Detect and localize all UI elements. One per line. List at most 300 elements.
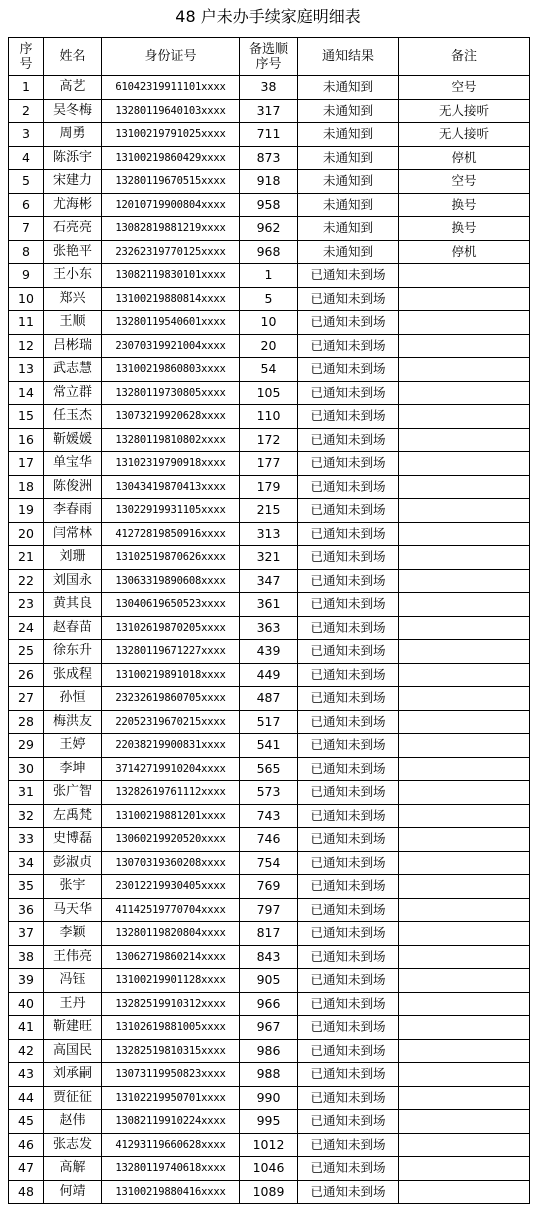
- cell-seq: 3: [9, 123, 44, 147]
- cell-name: 徐东升: [44, 640, 102, 664]
- cell-name: 闫常林: [44, 522, 102, 546]
- cell-result: 已通知未到场: [298, 1086, 399, 1110]
- table-row: [9, 358, 530, 382]
- cell-name: 常立群: [44, 381, 102, 405]
- cell-name: 张成程: [44, 663, 102, 687]
- cell-seq: 28: [9, 710, 44, 734]
- table-row: [9, 217, 530, 241]
- cell-id: 13022919931105xxxx: [102, 499, 240, 523]
- cell-seq: 10: [9, 287, 44, 311]
- cell-result: 已通知未到场: [298, 875, 399, 899]
- cell-id: 13280119730805xxxx: [102, 381, 240, 405]
- cell-remark: [399, 804, 530, 828]
- cell-order: 873: [240, 146, 298, 170]
- cell-id: 23070319921004xxxx: [102, 334, 240, 358]
- cell-result: 已通知未到场: [298, 1110, 399, 1134]
- cell-result: 已通知未到场: [298, 522, 399, 546]
- cell-id: 13102219950701xxxx: [102, 1086, 240, 1110]
- cell-order: 843: [240, 945, 298, 969]
- cell-name: 陈泺宇: [44, 146, 102, 170]
- cell-result: 已通知未到场: [298, 1180, 399, 1204]
- cell-id: 13280119540601xxxx: [102, 311, 240, 335]
- cell-seq: 37: [9, 922, 44, 946]
- cell-seq: 7: [9, 217, 44, 241]
- cell-order: 363: [240, 616, 298, 640]
- cell-order: 172: [240, 428, 298, 452]
- cell-order: 905: [240, 969, 298, 993]
- cell-result: 未通知到: [298, 217, 399, 241]
- cell-name: 李颖: [44, 922, 102, 946]
- table-row: [9, 287, 530, 311]
- table-row: [9, 640, 530, 664]
- cell-id: 13060219920520xxxx: [102, 828, 240, 852]
- cell-remark: [399, 287, 530, 311]
- cell-name: 张广智: [44, 781, 102, 805]
- cell-seq: 46: [9, 1133, 44, 1157]
- cell-id: 13100219901128xxxx: [102, 969, 240, 993]
- cell-result: 已通知未到场: [298, 945, 399, 969]
- cell-id: 13280119671227xxxx: [102, 640, 240, 664]
- cell-id: 13280119740618xxxx: [102, 1157, 240, 1181]
- cell-result: 未通知到: [298, 170, 399, 194]
- cell-order: 313: [240, 522, 298, 546]
- cell-seq: 27: [9, 687, 44, 711]
- cell-id: 13100219880814xxxx: [102, 287, 240, 311]
- cell-seq: 17: [9, 452, 44, 476]
- table-row: [9, 546, 530, 570]
- cell-seq: 1: [9, 76, 44, 100]
- cell-id: 13102619870205xxxx: [102, 616, 240, 640]
- cell-seq: 24: [9, 616, 44, 640]
- cell-result: 已通知未到场: [298, 1157, 399, 1181]
- cell-order: 918: [240, 170, 298, 194]
- cell-name: 王顺: [44, 311, 102, 335]
- table-row: [9, 76, 530, 100]
- cell-seq: 42: [9, 1039, 44, 1063]
- cell-result: 已通知未到场: [298, 1039, 399, 1063]
- cell-name: 单宝华: [44, 452, 102, 476]
- cell-result: 已通知未到场: [298, 381, 399, 405]
- cell-remark: [399, 663, 530, 687]
- cell-seq: 36: [9, 898, 44, 922]
- table-row: [9, 452, 530, 476]
- table-row: [9, 381, 530, 405]
- cell-remark: [399, 828, 530, 852]
- cell-name: 吕彬瑞: [44, 334, 102, 358]
- cell-name: 李春雨: [44, 499, 102, 523]
- table-row: [9, 804, 530, 828]
- header-id: 身份证号: [102, 38, 240, 76]
- table-header: [9, 38, 530, 76]
- header-row: [9, 38, 530, 76]
- cell-result: 已通知未到场: [298, 781, 399, 805]
- cell-remark: [399, 851, 530, 875]
- cell-order: 817: [240, 922, 298, 946]
- cell-id: 41293119660628xxxx: [102, 1133, 240, 1157]
- cell-order: 449: [240, 663, 298, 687]
- table-row: [9, 710, 530, 734]
- cell-seq: 31: [9, 781, 44, 805]
- cell-name: 刘珊: [44, 546, 102, 570]
- cell-seq: 41: [9, 1016, 44, 1040]
- cell-id: 41142519770704xxxx: [102, 898, 240, 922]
- table-row: [9, 1063, 530, 1087]
- cell-result: 已通知未到场: [298, 452, 399, 476]
- table-row: [9, 405, 530, 429]
- cell-result: 已通知未到场: [298, 922, 399, 946]
- table-row: [9, 945, 530, 969]
- cell-name: 武志慧: [44, 358, 102, 382]
- cell-result: 已通知未到场: [298, 428, 399, 452]
- header-order: 备选顺序号: [240, 38, 298, 76]
- cell-remark: [399, 710, 530, 734]
- cell-seq: 26: [9, 663, 44, 687]
- cell-result: 未通知到: [298, 76, 399, 100]
- table-row: [9, 170, 530, 194]
- table-row: [9, 522, 530, 546]
- cell-id: 13280119820804xxxx: [102, 922, 240, 946]
- cell-order: 317: [240, 99, 298, 123]
- cell-remark: [399, 546, 530, 570]
- cell-id: 13100219860429xxxx: [102, 146, 240, 170]
- table-row: [9, 969, 530, 993]
- cell-remark: 无人接听: [399, 123, 530, 147]
- cell-order: 321: [240, 546, 298, 570]
- table-row: [9, 828, 530, 852]
- cell-id: 13040619650523xxxx: [102, 593, 240, 617]
- cell-order: 573: [240, 781, 298, 805]
- cell-result: 已通知未到场: [298, 264, 399, 288]
- cell-remark: [399, 381, 530, 405]
- cell-seq: 9: [9, 264, 44, 288]
- cell-result: 未通知到: [298, 123, 399, 147]
- cell-result: 已通知未到场: [298, 804, 399, 828]
- cell-remark: [399, 945, 530, 969]
- cell-remark: [399, 1016, 530, 1040]
- cell-name: 张志发: [44, 1133, 102, 1157]
- cell-remark: 空号: [399, 76, 530, 100]
- cell-remark: [399, 640, 530, 664]
- cell-id: 12010719900804xxxx: [102, 193, 240, 217]
- cell-id: 13282619761112xxxx: [102, 781, 240, 805]
- cell-name: 高艺: [44, 76, 102, 100]
- cell-order: 177: [240, 452, 298, 476]
- table-row: [9, 851, 530, 875]
- cell-remark: [399, 969, 530, 993]
- cell-name: 高国民: [44, 1039, 102, 1063]
- table-row: [9, 1039, 530, 1063]
- cell-remark: 无人接听: [399, 99, 530, 123]
- table-row: [9, 1180, 530, 1204]
- cell-result: 已通知未到场: [298, 898, 399, 922]
- table-row: [9, 593, 530, 617]
- cell-seq: 40: [9, 992, 44, 1016]
- cell-result: 已通知未到场: [298, 475, 399, 499]
- cell-result: 已通知未到场: [298, 757, 399, 781]
- cell-remark: [399, 898, 530, 922]
- cell-remark: [399, 616, 530, 640]
- cell-remark: [399, 358, 530, 382]
- table-row: [9, 475, 530, 499]
- cell-remark: [399, 1157, 530, 1181]
- table-row: [9, 569, 530, 593]
- cell-name: 靳媛媛: [44, 428, 102, 452]
- cell-seq: 23: [9, 593, 44, 617]
- cell-seq: 19: [9, 499, 44, 523]
- table-row: [9, 1133, 530, 1157]
- table-row: [9, 311, 530, 335]
- cell-seq: 48: [9, 1180, 44, 1204]
- cell-remark: [399, 1133, 530, 1157]
- cell-result: 已通知未到场: [298, 992, 399, 1016]
- cell-order: 990: [240, 1086, 298, 1110]
- cell-id: 37142719910204xxxx: [102, 757, 240, 781]
- cell-id: 13282519810315xxxx: [102, 1039, 240, 1063]
- cell-name: 刘国永: [44, 569, 102, 593]
- cell-result: 已通知未到场: [298, 569, 399, 593]
- cell-name: 刘承嗣: [44, 1063, 102, 1087]
- cell-name: 周勇: [44, 123, 102, 147]
- cell-seq: 11: [9, 311, 44, 335]
- cell-name: 陈俊洲: [44, 475, 102, 499]
- cell-order: 746: [240, 828, 298, 852]
- cell-id: 13100219881201xxxx: [102, 804, 240, 828]
- cell-name: 马天华: [44, 898, 102, 922]
- cell-name: 王丹: [44, 992, 102, 1016]
- cell-id: 13082119910224xxxx: [102, 1110, 240, 1134]
- cell-seq: 38: [9, 945, 44, 969]
- cell-result: 已通知未到场: [298, 593, 399, 617]
- table-row: [9, 99, 530, 123]
- cell-remark: [399, 757, 530, 781]
- cell-id: 23262319770125xxxx: [102, 240, 240, 264]
- cell-id: 13280119640103xxxx: [102, 99, 240, 123]
- cell-result: 已通知未到场: [298, 1016, 399, 1040]
- table-row: [9, 264, 530, 288]
- cell-name: 何靖: [44, 1180, 102, 1204]
- cell-remark: [399, 1039, 530, 1063]
- table-row: [9, 734, 530, 758]
- document-title: 48 户未办手续家庭明细表: [175, 7, 361, 26]
- cell-remark: [399, 499, 530, 523]
- cell-order: 966: [240, 992, 298, 1016]
- cell-remark: [399, 687, 530, 711]
- cell-remark: [399, 334, 530, 358]
- cell-name: 王小东: [44, 264, 102, 288]
- cell-order: 1089: [240, 1180, 298, 1204]
- table-row: [9, 663, 530, 687]
- cell-name: 石亮亮: [44, 217, 102, 241]
- table-row: [9, 193, 530, 217]
- cell-order: 986: [240, 1039, 298, 1063]
- cell-result: 已通知未到场: [298, 546, 399, 570]
- cell-id: 13100219791025xxxx: [102, 123, 240, 147]
- cell-seq: 35: [9, 875, 44, 899]
- cell-order: 347: [240, 569, 298, 593]
- cell-result: 已通知未到场: [298, 828, 399, 852]
- cell-name: 冯钰: [44, 969, 102, 993]
- cell-id: 22052319670215xxxx: [102, 710, 240, 734]
- cell-result: 已通知未到场: [298, 710, 399, 734]
- cell-seq: 12: [9, 334, 44, 358]
- cell-seq: 47: [9, 1157, 44, 1181]
- table-row: [9, 123, 530, 147]
- cell-name: 宋建力: [44, 170, 102, 194]
- cell-id: 13102319790918xxxx: [102, 452, 240, 476]
- cell-result: 已通知未到场: [298, 287, 399, 311]
- cell-id: 23232619860705xxxx: [102, 687, 240, 711]
- cell-order: 754: [240, 851, 298, 875]
- cell-name: 赵伟: [44, 1110, 102, 1134]
- cell-name: 贾征征: [44, 1086, 102, 1110]
- cell-order: 361: [240, 593, 298, 617]
- cell-id: 13282519910312xxxx: [102, 992, 240, 1016]
- header-result: 通知结果: [298, 38, 399, 76]
- cell-remark: 换号: [399, 193, 530, 217]
- cell-order: 967: [240, 1016, 298, 1040]
- cell-seq: 44: [9, 1086, 44, 1110]
- cell-name: 王伟亮: [44, 945, 102, 969]
- cell-remark: [399, 922, 530, 946]
- cell-name: 尤海彬: [44, 193, 102, 217]
- cell-result: 未通知到: [298, 146, 399, 170]
- cell-seq: 22: [9, 569, 44, 593]
- table-row: [9, 616, 530, 640]
- cell-remark: 停机: [399, 146, 530, 170]
- table-body: [9, 76, 530, 1204]
- cell-order: 5: [240, 287, 298, 311]
- cell-seq: 8: [9, 240, 44, 264]
- cell-id: 61042319911101xxxx: [102, 76, 240, 100]
- cell-result: 未通知到: [298, 193, 399, 217]
- cell-seq: 2: [9, 99, 44, 123]
- cell-remark: [399, 1180, 530, 1204]
- cell-seq: 43: [9, 1063, 44, 1087]
- cell-remark: [399, 264, 530, 288]
- cell-seq: 33: [9, 828, 44, 852]
- cell-id: 13063319890608xxxx: [102, 569, 240, 593]
- cell-remark: [399, 593, 530, 617]
- cell-id: 13062719860214xxxx: [102, 945, 240, 969]
- table-row: [9, 875, 530, 899]
- cell-name: 张艳平: [44, 240, 102, 264]
- cell-order: 988: [240, 1063, 298, 1087]
- cell-remark: [399, 734, 530, 758]
- cell-seq: 5: [9, 170, 44, 194]
- cell-order: 38: [240, 76, 298, 100]
- table-row: [9, 687, 530, 711]
- cell-id: 13102519870626xxxx: [102, 546, 240, 570]
- cell-order: 215: [240, 499, 298, 523]
- cell-order: 54: [240, 358, 298, 382]
- cell-id: 13280119810802xxxx: [102, 428, 240, 452]
- table-row: [9, 499, 530, 523]
- cell-order: 1046: [240, 1157, 298, 1181]
- cell-remark: [399, 428, 530, 452]
- cell-remark: [399, 452, 530, 476]
- cell-seq: 34: [9, 851, 44, 875]
- cell-id: 13280119670515xxxx: [102, 170, 240, 194]
- cell-id: 41272819850916xxxx: [102, 522, 240, 546]
- cell-result: 已通知未到场: [298, 334, 399, 358]
- cell-order: 797: [240, 898, 298, 922]
- cell-remark: 空号: [399, 170, 530, 194]
- cell-order: 517: [240, 710, 298, 734]
- table-row: [9, 1016, 530, 1040]
- cell-seq: 45: [9, 1110, 44, 1134]
- cell-result: 已通知未到场: [298, 663, 399, 687]
- cell-result: 已通知未到场: [298, 1133, 399, 1157]
- cell-name: 梅洪友: [44, 710, 102, 734]
- cell-name: 任玉杰: [44, 405, 102, 429]
- cell-seq: 25: [9, 640, 44, 664]
- cell-order: 1012: [240, 1133, 298, 1157]
- cell-remark: [399, 1086, 530, 1110]
- cell-remark: [399, 992, 530, 1016]
- cell-result: 未通知到: [298, 99, 399, 123]
- cell-name: 王婷: [44, 734, 102, 758]
- cell-order: 962: [240, 217, 298, 241]
- cell-name: 左禹梵: [44, 804, 102, 828]
- cell-result: 已通知未到场: [298, 969, 399, 993]
- cell-id: 13070319360208xxxx: [102, 851, 240, 875]
- table-row: [9, 757, 530, 781]
- cell-result: 已通知未到场: [298, 851, 399, 875]
- header-name: 姓名: [44, 38, 102, 76]
- cell-remark: 停机: [399, 240, 530, 264]
- table-row: [9, 1110, 530, 1134]
- cell-name: 靳建旺: [44, 1016, 102, 1040]
- cell-result: 已通知未到场: [298, 499, 399, 523]
- table-row: [9, 240, 530, 264]
- cell-seq: 30: [9, 757, 44, 781]
- cell-result: 已通知未到场: [298, 687, 399, 711]
- cell-id: 13073219920628xxxx: [102, 405, 240, 429]
- cell-id: 13082119830101xxxx: [102, 264, 240, 288]
- cell-result: 已通知未到场: [298, 616, 399, 640]
- cell-remark: [399, 781, 530, 805]
- table-row: [9, 922, 530, 946]
- cell-id: 13100219891018xxxx: [102, 663, 240, 687]
- cell-seq: 14: [9, 381, 44, 405]
- cell-id: 13100219880416xxxx: [102, 1180, 240, 1204]
- table-row: [9, 1086, 530, 1110]
- table-row: [9, 992, 530, 1016]
- cell-name: 黄其良: [44, 593, 102, 617]
- table-row: [9, 898, 530, 922]
- cell-order: 541: [240, 734, 298, 758]
- cell-remark: [399, 475, 530, 499]
- cell-result: 已通知未到场: [298, 405, 399, 429]
- cell-order: 958: [240, 193, 298, 217]
- header-seq: 序号: [9, 38, 44, 76]
- cell-name: 赵春苗: [44, 616, 102, 640]
- cell-order: 105: [240, 381, 298, 405]
- cell-remark: [399, 522, 530, 546]
- cell-name: 李坤: [44, 757, 102, 781]
- cell-seq: 39: [9, 969, 44, 993]
- cell-order: 20: [240, 334, 298, 358]
- cell-order: 487: [240, 687, 298, 711]
- cell-id: 13082819881219xxxx: [102, 217, 240, 241]
- cell-result: 已通知未到场: [298, 311, 399, 335]
- cell-seq: 4: [9, 146, 44, 170]
- cell-name: 吴冬梅: [44, 99, 102, 123]
- table-row: [9, 428, 530, 452]
- cell-seq: 32: [9, 804, 44, 828]
- cell-name: 孙恒: [44, 687, 102, 711]
- cell-seq: 18: [9, 475, 44, 499]
